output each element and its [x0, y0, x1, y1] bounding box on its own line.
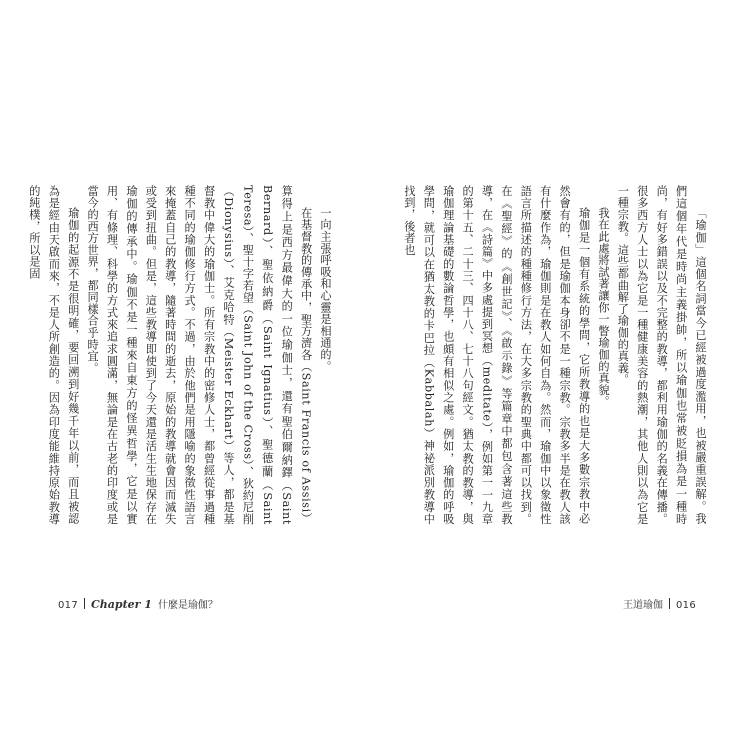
paragraph: 瑜伽的起源不是很明確，要回溯到好幾千年以前，而且被認為是經由天啟而來，不是人所創造的。因為印度能維持原始教導的純樸，所以是固	[27, 185, 80, 525]
right-footer	[623, 596, 696, 611]
paragraph: 瑜伽是一個有系統的學問，它所教導的也是大多數宗教中必然會有的，但是瑜伽本身卻不是一種宗教。宗教多半是在教人該有什麼作為，瑜伽則是在教人如何自為。然而，瑜伽中以象徵性語言所描述的種種修行方法，在大多宗教的聖典中都可以找到。在《聖經》的《創世記》、《啟示錄》等篇章中都包含著這些教導，在《詩篇》中多處提到冥想（meditate），例如第一一九章的第十五、二十三、四十八、七十八句經文。猶太教的教導，與瑜伽理論基礎的數論哲學，也頗有相似之處。例如，瑜伽的呼吸學問，就可以在猶太教的卡巴拉（Kabbalah）神祕派別教導中找到，後者也	[402, 185, 591, 525]
left-footer	[58, 596, 218, 611]
footer-divider	[84, 598, 85, 609]
paragraph: 我在此處將試著讓你一瞥瑜伽的真貌。	[596, 207, 610, 408]
page-number: 017	[58, 600, 78, 611]
chapter-title: 什麼是瑜伽？	[157, 600, 218, 611]
paragraph: 在基督教的傳承中，聖方濟各（Saint Francis of Assisi）算得上是西方最偉大的一位瑜伽士，還有聖伯爾納鐸（Saint Bernard）、聖依納爵（Saint Ignatius）、聖德蘭（Saint Teresa）、聖十字若望（Saint John of the Cross）、狄約尼削（Dionysius）、艾克哈特（Meister Eckhart）等人，都是基督教中偉大的瑜伽士。所有宗教中的密修人士，都曾經從事過種種不同的瑜伽修行方式。不過，由於他們是用隱喻的象徵性語言來掩蓋自己的教導，隨著時間的逝去，原始的教導就會因而滅失或受到扭曲。但是，這些教導即使到了今天還是活生生地保存在瑜伽的傳承中。瑜伽不是一種來自東方的怪異哲學，它是以實用、有條理、科學的方式來追求圓滿，無論是在古老的印度或是當今的西方世界，都同樣合乎時宜。	[86, 185, 313, 525]
right-page	[375, 0, 750, 750]
left-body-text	[27, 185, 335, 525]
book-title: 王道瑜伽	[623, 600, 663, 611]
footer-divider	[669, 598, 670, 609]
page-number: 016	[676, 600, 696, 611]
paragraph: 一向主張呼吸和心靈是相通的。	[319, 207, 332, 373]
chapter-label: Chapter 1	[91, 598, 152, 611]
paragraph: 「瑜伽」這個名詞當今已經被過度濫用，也被嚴重誤解。我們這個年代是時尚主義掛帥，所以瑜伽也常被貶損為是一種時尚，有好多錯誤以及不完整的教導，都利用瑜伽的名義在傳播。很多西方人士以為它是一種健康美容的熱潮，其他人則以為它是一種宗教。這些都曲解了瑜伽的真義。	[616, 185, 707, 525]
right-body-text	[402, 185, 710, 525]
